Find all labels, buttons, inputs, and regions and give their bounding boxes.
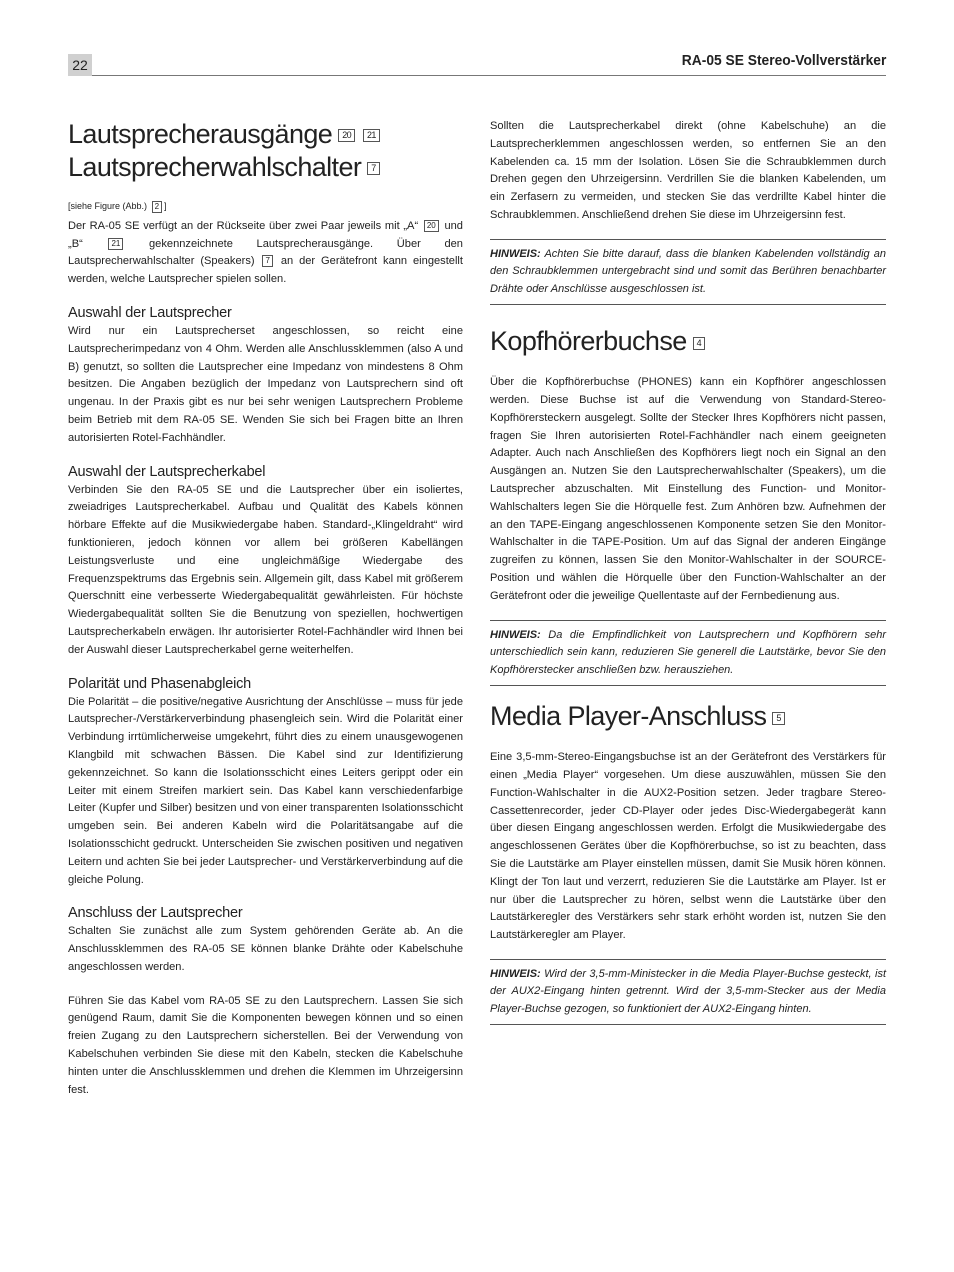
header-rule (92, 75, 886, 76)
heading-text: Lautsprecherwahlschalter (68, 152, 362, 182)
intro-paragraph (68, 218, 463, 289)
intro-text: Der RA-05 SE verfügt an der Rückseite über zwei Paar jeweils mit „A“ (68, 219, 419, 232)
intro-text: an der Gerätefront kann eingestellt werden, welche Lautsprecher spielen sollen. (68, 255, 463, 286)
subheading-cable-selection: Auswahl der Lautsprecherkabel (68, 463, 266, 480)
note-box (490, 239, 886, 306)
left-column (68, 118, 463, 1099)
note-text: Wird der 3,5-mm-Ministecker in die Media Player-Buchse gesteckt, ist der AUX2-Eingang hinten getrennt. Wird der 3,5-mm-Stecker aus der Media Player-Buchse gezogen, so funktioniert der AUX2-Eingang hinten. (490, 967, 886, 1015)
figure-ref-badge: 2 (152, 201, 162, 213)
note-box (490, 959, 886, 1026)
note-text: Da die Empfindlichkeit von Lautsprechern und Kopfhörern sehr unterschiedlich sein kann, reduzieren Sie generell die Lautstärke, bevor Sie den Kopfhörerstecker anschließen bzw. herausziehen. (490, 628, 886, 676)
figure-ref-badge: 21 (108, 238, 123, 250)
paragraph-polarity: Die Polarität – die positive/negative Ausrichtung der Anschlüsse – muss für jede Lautsprecher-/Verstärkerverbindung phasengleich sein. Wird die Polarität einer Verbindung irrtümlicherweise umgekehrt, führt dies zu einem unausgewogenen Klangbild mit schwachen Bässen. Die Kabel sind zur Identifizierung gekennzeichnet. So kann die Isolationsschicht eines Leiters gerippt oder ein Leiter mit einem Streifen markiert sein. Das Kabel kann verschiedenfarbige Leiter (Kupfer und Silber) besitzen und von einer transparenten Isolationsschicht umgeben sein. Bei anderen Kabeln wird die Polaritätsangabe auf die Isolationsschicht gedruckt. Unterscheiden Sie zwischen positiven und negativen Leitern und achten Sie bei jeder Lautsprecher- und Verstärkerverbindung auf die gleiche Polung. (68, 695, 463, 886)
paragraph-cable-selection: Verbinden Sie den RA-05 SE und die Lautsprecher über ein isoliertes, zweiadriges Lautsprecherkabel. Aufbau und Qualität des Kabels können hörbare Effekte auf die Musikwiedergabe haben. Standard-„Klingeldraht“ wird funktionieren, jedoch können vor allem bei größeren Kabellängen Leistungsverluste und eine ungleichmäßige Wiedergabe des Frequenzspektrums das Ergebnis sein. Allgemein gilt, dass Kabel mit größerem Querschnitt eine verbesserte Wiedergabequalität gewährleisten. Für höchste Wiedergabequalität sollten Sie die Benutzung von speziellen, hochwertigen Lautsprecherkabeln erwägen. Ihr autorisierter Rotel-Fachhändler wird Ihnen bei der Auswahl dieser Lautsprecherkabel gerne weiterhelfen. (68, 483, 463, 656)
paragraph-connection-2: Führen Sie das Kabel vom RA-05 SE zu den Lautsprechern. Lassen Sie sich genügend Raum, damit Sie die Komponenten bewegen können und so einen freien Zugang zu den Lautsprechern sicherstellen. Bei der Verwendung von Kabelschuhen verbinden Sie diese mit den Kabeln, stecken die Kabelschuhe hinten unter die Anschlussklemmen und drehen die Klemmen im Uhrzeigersinn fest. (68, 994, 463, 1096)
heading-headphones (490, 325, 886, 358)
note-text: Achten Sie bitte darauf, dass die blanken Kabelenden vollständig an den Schraubklemmen untergebracht sind und somit das Berühren benachbarter Drähte oder Anschlüsse ausgeschlossen ist. (490, 247, 886, 295)
heading-media-player (490, 700, 886, 733)
subheading-speaker-selection: Auswahl der Lautsprecher (68, 304, 232, 321)
right-column (490, 118, 886, 1039)
subheading-polarity: Polarität und Phasenabgleich (68, 675, 252, 692)
document-header-title: RA-05 SE Stereo-Vollverstärker (681, 52, 886, 69)
figure-ref-badge: 20 (338, 129, 355, 142)
paragraph-bare-wire: Sollten die Lautsprecherkabel direkt (ohne Kabelschuhe) an die Lautsprecherklemmen angeschlossen werden, so entfernen Sie an den Kabelenden ca. 15 mm der Isolation. Lösen Sie die Schraubklemmen durch Drehen gegen den Uhrzeigersinn. Verdrillen Sie die blanken Kabelenden, um ein Zerfasern zu vermeiden, und stecken Sie das verdrillte Kabel hinter die Schraubklemmen. Anschließend drehen Sie diese im Uhrzeigersinn fest. (490, 120, 886, 221)
paragraph-gap (68, 977, 463, 993)
figure-ref-badge: 7 (367, 162, 379, 175)
see-figure-end: ] (164, 201, 167, 211)
heading-speaker-outputs (68, 118, 463, 151)
heading-text: Media Player-Anschluss (490, 701, 767, 732)
heading-text: Lautsprecherausgänge (68, 119, 333, 149)
heading-speaker-switch (68, 151, 463, 184)
figure-ref-badge: 21 (363, 129, 380, 142)
figure-ref-badge: 20 (424, 220, 439, 232)
note-label: HINWEIS: (490, 967, 541, 980)
see-figure-note (68, 198, 463, 216)
note-label: HINWEIS: (490, 628, 541, 641)
paragraph-media-player: Eine 3,5-mm-Stereo-Eingangsbuchse ist an der Gerätefront des Verstärkers für einen „Media Player“ vorgesehen. Um diese auszuwählen, müssen Sie den Function-Wahlschalter in die AUX2-Position setzen. Jeder tragbare Stereo-Cassettenrecorder, jeder CD-Player oder jedes Disc-Wiedergabegerät kann über diesen Eingang angeschlossen werden. Erfolgt die Musikwiedergabe des angeschlossenen Gerätes über die Kopfhörerbuchse, so ist zu beachten, dass Sie die Lautstärke am Player einstellen müssen, damit Sie Musik hören können. Klingt der Ton laut und verzerrt, reduzieren Sie die Lautstärke am Player. Ist er nur über die Lautsprecher zu hören, selbst wenn die Lautstärke über den Lautstärkeregler des Verstärkers sehr stark erhöht worden ist, nutzen Sie den Lautstärkeregler am Player. (490, 751, 886, 942)
see-figure-text: [siehe Figure (Abb.) (68, 201, 148, 211)
intro-text: gekennzeichnete Lautsprecherausgänge. Über den Lautsprecherwahlschalter (Speakers) (68, 237, 463, 268)
figure-ref-badge: 7 (262, 255, 272, 267)
paragraph-speaker-selection: Wird nur ein Lautsprecherset angeschlossen, so reicht eine Lautsprecherimpedanz von 4 Ohm. Werden alle Anschlussklemmen (also A und B) genutzt, so sollten die Lautsprecher eine Impedanz von mindestens 8 Ohm besitzen. Die Angaben bezüglich der Impedanz von Lautsprechern sind oft ungenau. In der Praxis gibt es nur bei sehr wenigen Lautsprechern Probleme beim Betrieb mit dem RA-05 SE. Wenden Sie sich bei Fragen bitte an Ihren autorisierten Rotel-Fachhändler. (68, 324, 463, 444)
paragraph-connection-1: Schalten Sie zunächst alle zum System gehörenden Geräte ab. An die Anschlussklemmen des RA-05 SE können blanke Drähte oder Kabelschuhe angeschlossen werden. (68, 925, 463, 973)
note-box (490, 620, 886, 687)
subheading-speaker-connection: Anschluss der Lautsprecher (68, 905, 243, 922)
paragraph-headphones: Über die Kopfhörerbuchse (PHONES) kann ein Kopfhörer angeschlossen werden. Diese Buchse ist auf die Verwendung von Standard-Stereo-Kopfhörersteckern ausgelegt. Sollte der Stecker Ihres Kopfhörers nicht passen, fragen Sie Ihren autorisierten Rotel-Fachhändler nach einem geeigneten Adapter. Auch nach Anschließen des Kopfhörers liegt noch ein Signal an den Ausgängen an. Nutzen Sie den Lautsprecherwahlschalter (Speakers), um die Lautsprecher abzuschalten. Mit Einstellung des Function- und Monitor-Wahlschalters legen Sie die Hörquelle fest. Zum Anhören bzw. Aufnehmen der an den TAPE-Eingang angeschlossenen Komponente setzen Sie den Monitor-Wahlschalter in die TAPE-Position. Um auf das Signal der anderen Eingänge zugreifen zu können, lassen Sie den Monitor-Wahlschalter in der SOURCE-Position und wählen die Hörquelle über den Function-Wahlschalter an der Gerätefront oder die jeweilige Quellentaste auf der Fernbedienung aus. (490, 376, 886, 602)
heading-text: Kopfhörerbuchse (490, 326, 687, 357)
intro-text: und „B“ (68, 219, 463, 250)
note-label: HINWEIS: (490, 247, 541, 260)
figure-ref-badge: 5 (772, 712, 784, 725)
figure-ref-badge: 4 (693, 337, 705, 350)
page-number: 22 (68, 54, 92, 76)
